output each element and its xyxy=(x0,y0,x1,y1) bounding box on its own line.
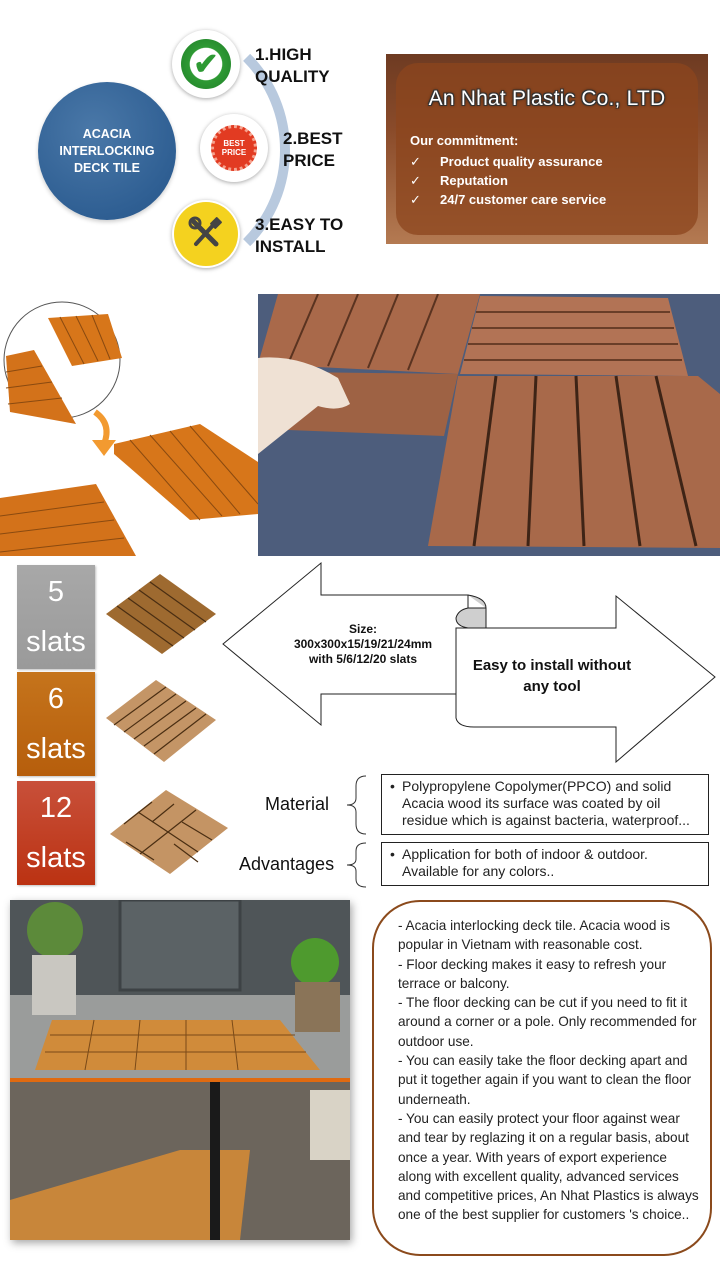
product-title-circle xyxy=(38,82,176,220)
advantages-label: Advantages xyxy=(239,854,335,874)
check-icon: ✓ xyxy=(410,173,421,188)
high-quality-badge-icon: ✔ xyxy=(181,39,231,89)
material-box: • Polypropylene Copolymer(PPCO) and solid Acacia wood its surface was coated by oil residue which is against bacteria, waterproof... xyxy=(381,774,709,835)
feature-high-quality: 1.HIGH QUALITY xyxy=(255,45,330,86)
install-note: Easy to install without any tool xyxy=(472,657,632,695)
description-box xyxy=(372,900,712,1256)
variant-12-slats: 12 slats xyxy=(17,781,95,885)
feature-easy-install: 3.EASY TO INSTALL xyxy=(255,215,344,256)
commitment-list xyxy=(410,152,606,209)
description-paragraph: - You can easily protect your floor against wear and tear by reglazing it on a regular basis, about once a year. With years of export experience along with excellent quality, advanced services and competitive prices, An Nhat Plastics is always one of the best supplier for customers 's choice.. xyxy=(398,1110,699,1223)
advantages-text: Application for both of indoor & outdoor. Available for any colors.. xyxy=(402,846,648,879)
commitment-item: ✓ 24/7 customer care service xyxy=(410,192,607,207)
description-paragraph: - You can easily take the floor decking apart and put it together again if you want to clean the floor underneath. xyxy=(398,1053,692,1107)
material-text: Polypropylene Copolymer(PPCO) and solid Acacia wood its surface was coated by oil residue which is against bacteria, waterproof... xyxy=(402,778,690,828)
product-title: ACACIA INTERLOCKING DECK TILE xyxy=(59,126,155,175)
description-paragraph: - Acacia interlocking deck tile. Acacia wood is popular in Vietnam with reasonable cost. xyxy=(398,918,671,953)
check-icon: ✓ xyxy=(410,154,421,169)
advantages-brace xyxy=(344,841,368,894)
tile-6-slats-image xyxy=(104,678,216,764)
commitment-item: ✓ Product quality assurance xyxy=(410,154,603,169)
size-spec: Size: 300x300x15/19/21/24mm with 5/6/12/20 slats xyxy=(293,622,433,666)
company-name: An Nhat Plastic Co., LTD xyxy=(428,87,666,110)
high-quality-badge xyxy=(172,30,240,98)
installation-photo xyxy=(258,294,720,556)
best-price-badge xyxy=(200,114,268,182)
best-price-badge-icon: BEST PRICE xyxy=(211,125,257,171)
tile-5-slats-image xyxy=(104,570,216,656)
tile-12-slats-image xyxy=(108,788,220,874)
variant-5-slats: 5 slats xyxy=(17,565,95,669)
commitment-item: ✓ Reputation xyxy=(410,173,508,188)
room-application-photo xyxy=(10,900,350,1240)
advantages-box: • Application for both of indoor & outdoor. Available for any colors.. xyxy=(381,842,709,886)
feature-best-price: 2.BEST PRICE xyxy=(283,129,343,170)
interlock-diagram xyxy=(0,294,258,556)
description-paragraph: - Floor decking makes it easy to refresh your terrace or balcony. xyxy=(398,956,667,991)
commitment-heading: Our commitment: xyxy=(410,133,519,148)
material-brace xyxy=(344,774,368,841)
easy-install-badge xyxy=(172,200,240,268)
check-icon: ✓ xyxy=(410,192,421,207)
variant-6-slats: 6 slats xyxy=(17,672,95,776)
company-card xyxy=(396,63,698,235)
tools-icon xyxy=(174,202,238,266)
description-paragraph: - The floor decking can be cut if you need to fit it around a corner or a pole. Only recommended for outdoor use. xyxy=(398,995,697,1049)
material-label: Material xyxy=(265,794,330,814)
